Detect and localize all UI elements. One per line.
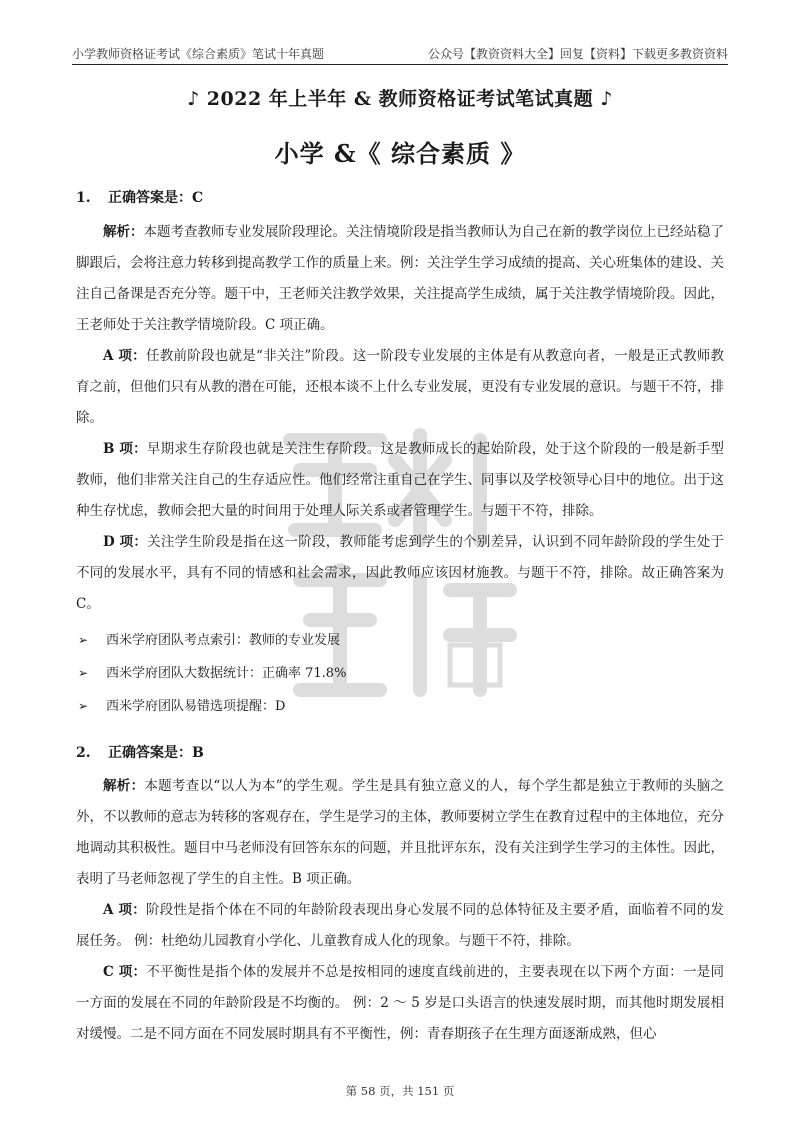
header-right-text: 公众号【教资资料大全】回复【资料】下载更多教资资料 <box>427 47 728 61</box>
header-left-text: 小学教师资格证考试《综合素质》笔试十年真题 <box>72 47 325 61</box>
arrow-bullet-icon: ➢ <box>78 633 89 647</box>
arrow-bullet-icon: ➢ <box>78 699 89 713</box>
question-number: 1. <box>76 190 91 206</box>
question-1-header <box>76 186 724 210</box>
list-item: ➢ 西米学府团队考点索引：教师的专业发展 <box>76 624 724 657</box>
analysis-paragraph <box>76 771 724 895</box>
main-content <box>76 186 724 1050</box>
question-2-header <box>76 741 724 765</box>
option-a-paragraph <box>76 341 724 434</box>
list-item: ➢ 西米学府团队大数据统计：正确率 71.8% <box>76 657 724 690</box>
document-title: ♪ 2022 年上半年 & 教师资格证考试笔试真题 ♪ <box>187 88 613 110</box>
option-a-paragraph <box>76 895 724 957</box>
analysis-label: 解析： <box>103 778 145 794</box>
document-subtitle: 小学 &《 综合素质 》 <box>274 139 526 168</box>
option-c-paragraph <box>76 957 724 1050</box>
option-a-label: A 项： <box>103 348 146 364</box>
arrow-bullet-icon: ➢ <box>78 666 89 680</box>
page-header <box>72 44 728 65</box>
analysis-text: 本题考查教师专业发展阶段理论。关注情境阶段是指当教师认为自己在新的教学岗位上已经站稳了脚跟后，会将注意力转移到提高教学工作的质量上来。例：关注学生学习成绩的提高、关心班集体的建设、关注自己备课是否充分等。题干中，王老师关注教学效果，关注提高学生成绩，属于关注教学情境阶段。因此，王老师处于关注教学情境阶段。C 项正确。 <box>76 224 724 333</box>
question-1 <box>76 186 724 723</box>
option-b-label: B 项： <box>103 441 147 457</box>
page-number: 第 58 页，共 151 页 <box>345 1084 455 1098</box>
option-d-label: D 项： <box>103 534 148 550</box>
correct-answer: 正确答案是：C <box>108 190 204 206</box>
option-c-text: 不平衡性是指个体的发展并不总是按相同的速度直线前进的，主要表现在以下两个方面：一是同一方面的发展在不同的年龄阶段是不均衡的。 例：2 ～ 5 岁是口头语言的快速发展时期，而其他时期发展相对缓慢。二是不同方面在不同发展时期具有不平衡性，例：青春期孩子在生理方面逐渐成熟，但心 <box>76 964 724 1042</box>
list-item: ➢ 西米学府团队易错选项提醒：D <box>76 690 724 723</box>
analysis-text: 本题考查以“以人为本”的学生观。学生是具有独立意义的人，每个学生都是独立于教师的头脑之外，不以教师的意志为转移的客观存在，学生是学习的主体，教师要树立学生在教育过程中的主体地位，充分地调动其积极性。题目中马老师没有回答东东的问题，并且批评东东，没有关注到学生学习的主体性。因此，表明了马老师忽视了学生的自主性。B 项正确。 <box>76 778 725 887</box>
option-d-paragraph <box>76 527 724 620</box>
option-a-text: 任教前阶段也就是“非关注”阶段。这一阶段专业发展的主体是有从教意向者，一般是正式教师教育之前，但他们只有从教的潜在可能，还根本谈不上什么专业发展，更没有专业发展的意识。与题干不符，排除。 <box>76 348 724 426</box>
option-b-paragraph <box>76 434 724 527</box>
tips-list <box>76 624 724 723</box>
analysis-label: 解析： <box>103 224 144 240</box>
option-b-text: 早期求生存阶段也就是关注生存阶段。这是教师成长的起始阶段，处于这个阶段的一般是新手型教师，他们非常关注自己的生存适应性。他们经常注重自己在学生、同事以及学校领导心目中的地位。出于这种生存忧虑，教师会把大量的时间用于处理人际关系或者管理学生。与题干不符，排除。 <box>76 441 724 519</box>
question-number: 2. <box>76 745 91 761</box>
option-c-label: C 项： <box>103 964 147 980</box>
option-d-text: 关注学生阶段是指在这一阶段，教师能考虑到学生的个别差异，认识到不同年龄阶段的学生处于不同的发展水平，具有不同的情感和社会需求，因此教师应该因材施教。与题干不符，排除。故正确答案为 C。 <box>76 534 724 612</box>
analysis-paragraph <box>76 217 724 341</box>
option-a-label: A 项： <box>103 902 146 918</box>
correct-answer: 正确答案是：B <box>108 745 204 761</box>
option-a-text: 阶段性是指个体在不同的年龄阶段表现出身心发展不同的总体特征及主要矛盾，面临着不同的发展任务。 例：杜绝幼儿园教育小学化、儿童教育成人化的现象。与题干不符，排除。 <box>76 902 724 949</box>
question-2 <box>76 741 724 1050</box>
